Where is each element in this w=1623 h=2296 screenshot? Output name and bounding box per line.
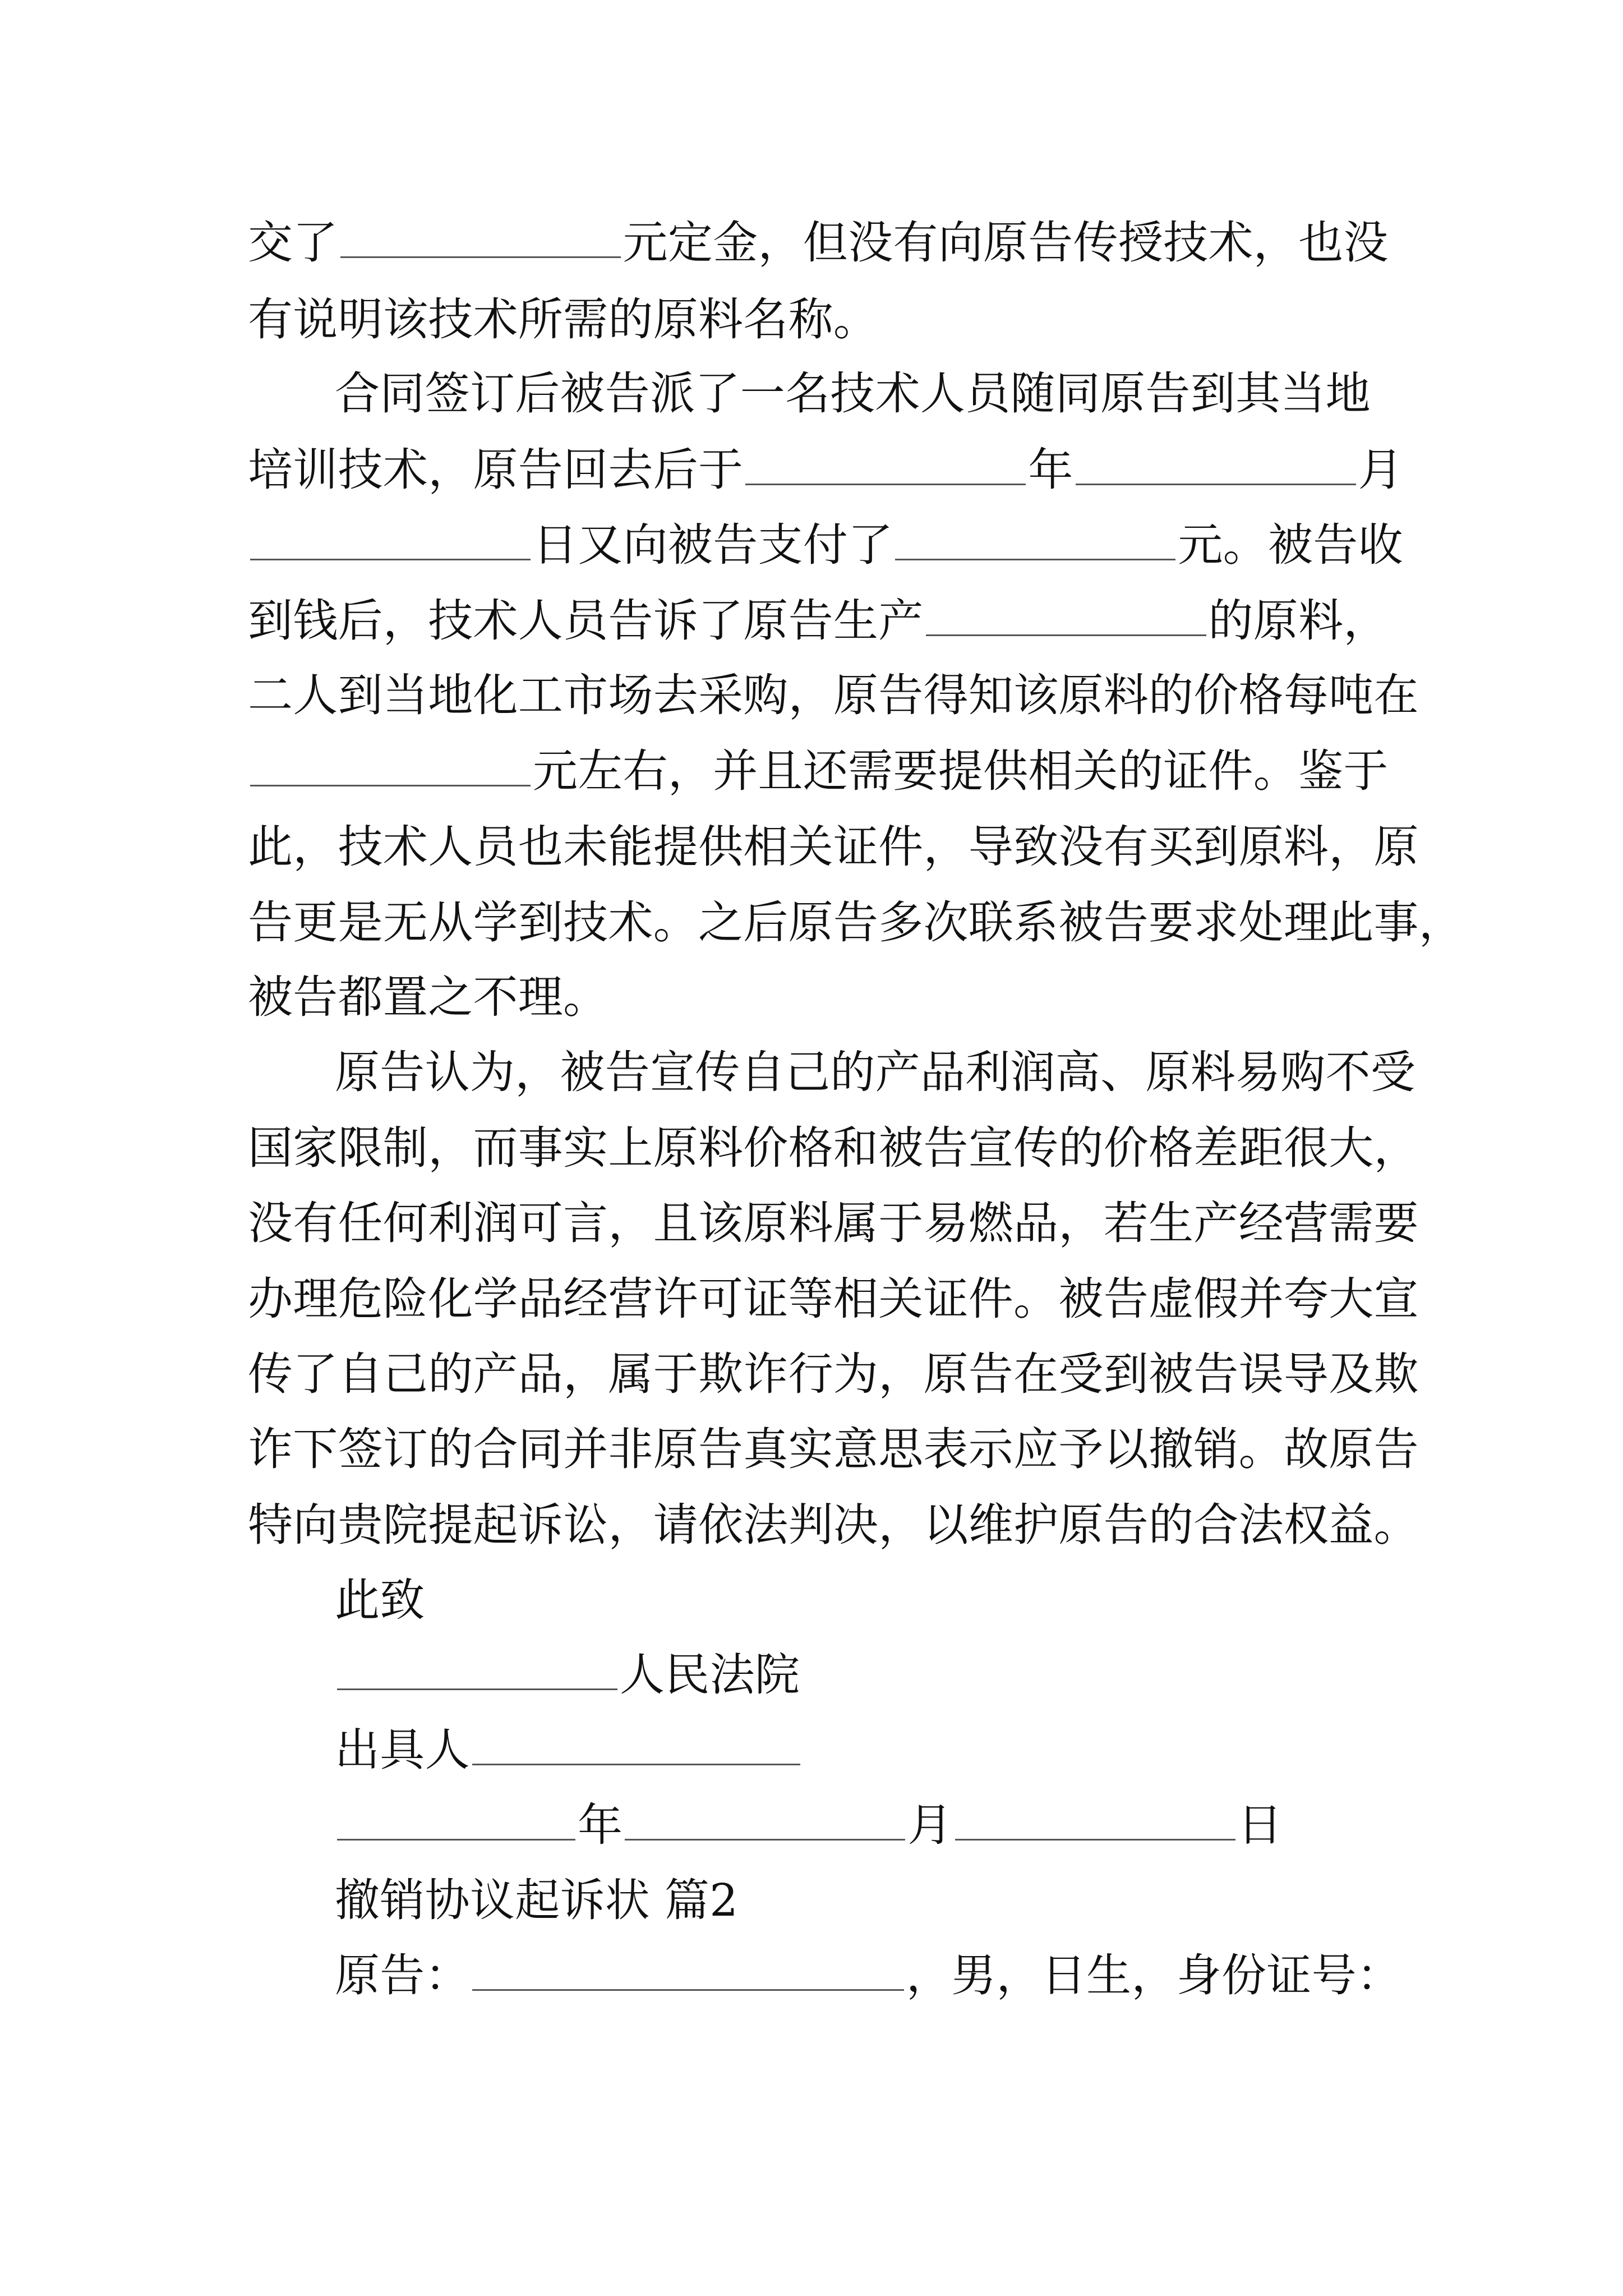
text-line [248, 1421, 1419, 1478]
text-line [248, 743, 1389, 799]
paragraph-line [335, 366, 1371, 422]
paragraph-line [335, 1045, 1415, 1101]
text: 元左右，并且还需要提供相关的证件。鉴于 [533, 745, 1389, 797]
text-line [248, 1195, 1419, 1251]
text-line [248, 819, 1419, 875]
fill-blank [1076, 444, 1356, 485]
text: 出具人 [335, 1724, 470, 1776]
text-line [248, 292, 878, 348]
text-line [248, 215, 1389, 271]
text: 没有任何利润可言，且该原料属于易燃品，若生产经营需要 [248, 1197, 1419, 1249]
fill-blank [337, 1800, 575, 1841]
text: 年 [1028, 444, 1073, 496]
text: 培训技术，原告回去后于 [248, 444, 744, 496]
text-line [248, 969, 608, 1025]
fill-blank [895, 519, 1175, 560]
text: 被告都置之不理。 [248, 971, 608, 1023]
text: 原告认为，被告宣传自己的产品利润高、原料易购不受 [335, 1046, 1416, 1098]
section-title [335, 1872, 738, 1929]
text: 告更是无从学到技术。之后原告多次联系被告要求处理此事， [248, 896, 1464, 949]
text-line [248, 1346, 1419, 1402]
text-line [248, 517, 1403, 573]
text: 国家限制，而事实上原料价格和被告宣传的价格差距很大， [248, 1122, 1419, 1174]
fill-blank [472, 1724, 800, 1765]
text-line [248, 593, 1389, 649]
text: 合同签订后被告派了一名技术人员随同原告到其当地 [335, 367, 1371, 420]
fill-blank [337, 1649, 617, 1690]
text: 原告： [335, 1949, 470, 2001]
issuer-line [335, 1722, 803, 1778]
salutation-line [335, 1572, 425, 1628]
fill-blank [625, 1800, 905, 1841]
plaintiff-line [335, 1948, 1401, 2004]
text: ，男，日生，身份证号： [906, 1949, 1402, 2001]
text: 撤销协议起诉状 篇2 [335, 1874, 739, 1926]
court-line [335, 1647, 800, 1703]
text-line [248, 895, 1464, 951]
text: 人民法院 [620, 1649, 800, 1701]
text: 二人到当地化工市场去采购，原告得知该原料的价格每吨在 [248, 669, 1419, 721]
text: 特向贵院提起诉讼，请依法判决，以维护原告的合法权益。 [248, 1499, 1419, 1551]
text-line [248, 668, 1419, 724]
text: 日又向被告支付了 [533, 519, 893, 571]
fill-blank [926, 595, 1206, 636]
text: 此，技术人员也未能提供相关证件，导致没有买到原料，原 [248, 821, 1419, 873]
text: 到钱后，技术人员告诉了原告生产 [248, 595, 924, 647]
text: 日 [1237, 1799, 1283, 1851]
date-line [335, 1797, 1283, 1853]
text: 此致 [335, 1574, 425, 1626]
text: 元。被告收 [1178, 519, 1403, 571]
text: 办理危险化学品经营许可证等相关证件。被告虚假并夸大宣 [248, 1273, 1419, 1325]
fill-blank [250, 746, 531, 786]
text-line [248, 442, 1403, 498]
text-line [248, 1271, 1419, 1327]
fill-blank [955, 1800, 1235, 1841]
fill-blank [472, 1950, 904, 1991]
fill-blank [340, 217, 621, 258]
text: 元定金，但没有向原告传授技术，也没 [623, 217, 1389, 269]
text: 交了 [248, 217, 338, 269]
fill-blank [745, 444, 1026, 485]
fill-blank [250, 519, 531, 560]
text: 月 [907, 1799, 953, 1851]
text: 年 [578, 1799, 623, 1851]
text: 月 [1358, 444, 1403, 496]
text: 有说明该技术所需的原料名称。 [248, 293, 879, 346]
text: 传了自己的产品，属于欺诈行为，原告在受到被告误导及欺 [248, 1348, 1419, 1400]
text: 的原料， [1208, 595, 1389, 647]
text: 诈下签订的合同并非原告真实意思表示应予以撤销。故原告 [248, 1423, 1419, 1475]
text-line [248, 1497, 1419, 1553]
text-line [248, 1120, 1419, 1176]
